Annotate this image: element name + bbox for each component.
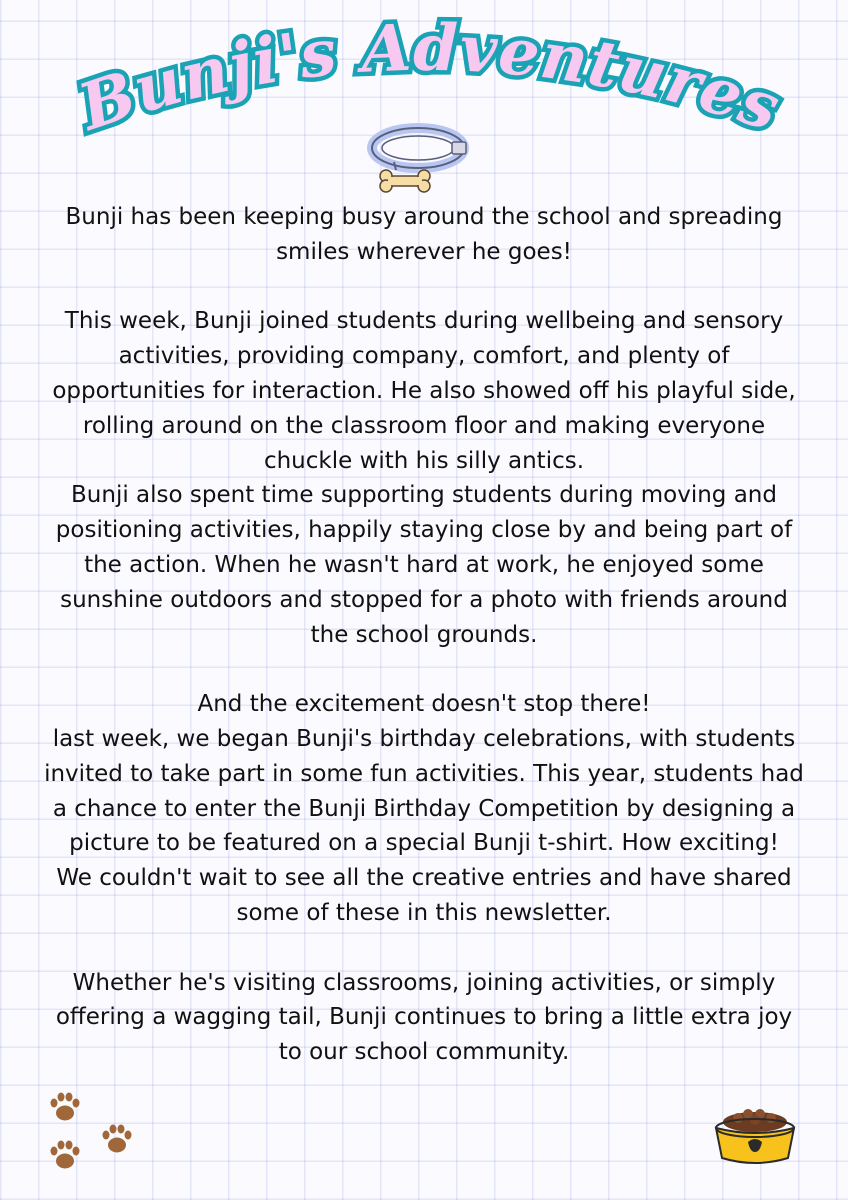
body-line: smiles wherever he goes!: [276, 238, 572, 265]
paragraph-closing: [24, 966, 824, 1070]
body-line: some of these in this newsletter.: [236, 899, 612, 926]
paragraph-supporting: [24, 478, 824, 652]
body-line: We couldn't wait to see all the creative entries and have shared: [56, 865, 792, 892]
body-line: chuckle with his silly antics.: [263, 447, 585, 474]
body-line: opportunities for interaction. He also showed off his playful side,: [52, 377, 796, 404]
body-line: sunshine outdoors and stopped for a photo with friends around: [60, 586, 788, 613]
body-line: activities, providing company, comfort, and plenty of: [118, 343, 730, 370]
body-line: offering a wagging tail, Bunji continues to bring a little extra joy: [55, 1004, 793, 1031]
paragraph-intro: [24, 200, 824, 270]
body-line: last week, we began Bunji's birthday celebrations, with students: [52, 725, 796, 752]
body-line: invited to take part in some fun activities. This year, students had: [44, 760, 804, 787]
body-line: a chance to enter the Bunji Birthday Competition by designing a: [52, 795, 796, 822]
body-line: the action. When he wasn't hard at work, he enjoyed some: [84, 551, 764, 578]
collar-with-bone-icon: [366, 120, 476, 198]
body-line: to our school community.: [278, 1039, 570, 1066]
body-line: And the excitement doesn't stop there!: [197, 691, 651, 718]
body-line: Bunji has been keeping busy around the school and spreading: [65, 204, 783, 230]
body-line: the school grounds.: [310, 621, 538, 648]
paragraph-birthday: [24, 687, 824, 931]
paw-print-icon: [100, 1122, 134, 1156]
dog-food-bowl-icon: [708, 1104, 802, 1170]
paw-print-icon: [48, 1138, 82, 1172]
body-line: picture to be featured on a special Bunji t-shirt. How exciting!: [69, 830, 779, 857]
paw-print-icon: [48, 1090, 82, 1124]
article-body: [24, 200, 824, 1070]
body-line: rolling around on the classroom floor and making everyone: [82, 412, 766, 439]
body-line: This week, Bunji joined students during wellbeing and sensory: [64, 308, 784, 335]
body-line: positioning activities, happily staying close by and being part of: [55, 517, 793, 544]
paragraph-this-week: [24, 304, 824, 478]
body-line: Bunji also spent time supporting students during moving and: [71, 482, 777, 509]
page-title-text: Bunji's Adventures: [70, 10, 790, 147]
body-line: Whether he's visiting classrooms, joining activities, or simply: [72, 969, 776, 996]
